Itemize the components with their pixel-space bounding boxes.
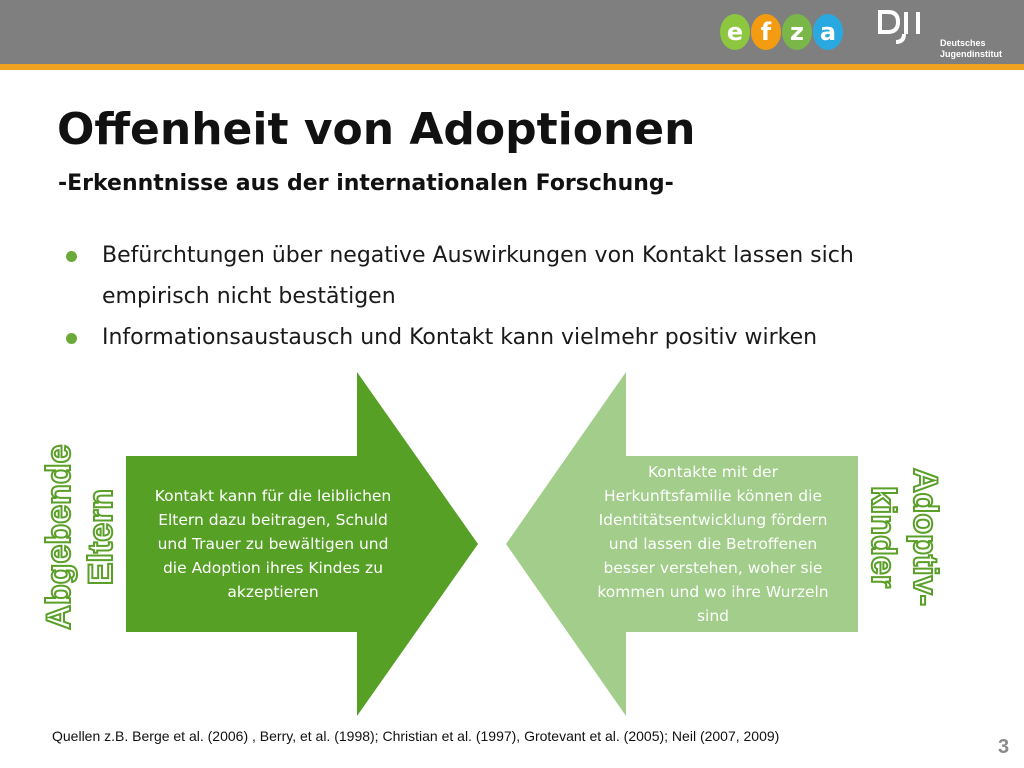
dji-logo-text — [940, 38, 1002, 60]
efza-logo-letter: f — [751, 14, 781, 50]
dji-logo-icon — [878, 8, 928, 48]
slide-subtitle: -Erkenntnisse aus der internationalen Forschung- — [58, 171, 674, 196]
header-accent-line — [0, 64, 1024, 70]
header-bar — [0, 0, 1024, 64]
bullet-dot-icon — [66, 333, 77, 344]
left-arrow-text-line: Eltern dazu beitragen, Schuld — [158, 511, 388, 529]
efza-logo — [720, 14, 843, 54]
left-arrow-text-line: die Adoption ihres Kindes zu — [162, 559, 384, 577]
right-arrow-text — [570, 460, 856, 628]
right-arrow-text-line: besser verstehen, woher sie — [603, 559, 823, 577]
efza-logo-letter: e — [720, 14, 750, 50]
dji-logo-text-line: Jugendinstitut — [940, 49, 1002, 59]
dji-logo-text-line: Deutsches — [940, 38, 986, 48]
left-arrow-text-line: akzeptieren — [227, 583, 319, 601]
bullet-list — [66, 235, 966, 358]
sources-footnote: Quellen z.B. Berge et al. (2006) , Berry, et al. (1998); Christian et al. (1997), Grotevant et al. (2005); Neil (2007, 2009) — [52, 728, 780, 744]
page-number: 3 — [998, 736, 1010, 758]
efza-logo-letter: a — [813, 14, 843, 50]
bullet-text-line: empirisch nicht bestätigen — [102, 284, 396, 309]
right-arrow-text-line: Identitätsentwicklung fördern — [598, 511, 828, 529]
bullet-dot-icon — [66, 251, 77, 262]
bullet-text-line: Informationsaustausch und Kontakt kann vielmehr positiv wirken — [102, 325, 818, 350]
label-adoptivkinder — [862, 468, 946, 606]
right-arrow-text-line: und lassen die Betroffenen — [608, 535, 818, 553]
right-arrow-text-line: kommen und wo ihre Wurzeln — [597, 583, 829, 601]
right-arrow-text-line: sind — [696, 607, 730, 625]
efza-logo-letter: z — [782, 14, 812, 50]
right-arrow-text-line: Herkunftsfamilie können die — [603, 487, 822, 505]
label-line: kinder — [864, 485, 902, 589]
slide-title: Offenheit von Adoptionen — [57, 104, 696, 155]
bullet-text-line: Befürchtungen über negative Auswirkungen von Kontakt lassen sich — [102, 243, 854, 268]
left-arrow-text-line: und Trauer zu bewältigen und — [157, 535, 389, 553]
right-arrow-text-line: Kontakte mit der — [648, 463, 778, 481]
label-line: Adoptiv- — [906, 468, 944, 606]
label-line: Eltern — [82, 488, 120, 586]
bullet-item — [66, 235, 966, 317]
left-arrow-text-line: Kontakt kann für die leiblichen — [154, 487, 392, 505]
label-line: Abgebende — [40, 444, 78, 630]
label-abgebende-eltern — [38, 444, 122, 629]
bullet-item — [66, 317, 966, 358]
left-arrow-text — [130, 484, 416, 604]
